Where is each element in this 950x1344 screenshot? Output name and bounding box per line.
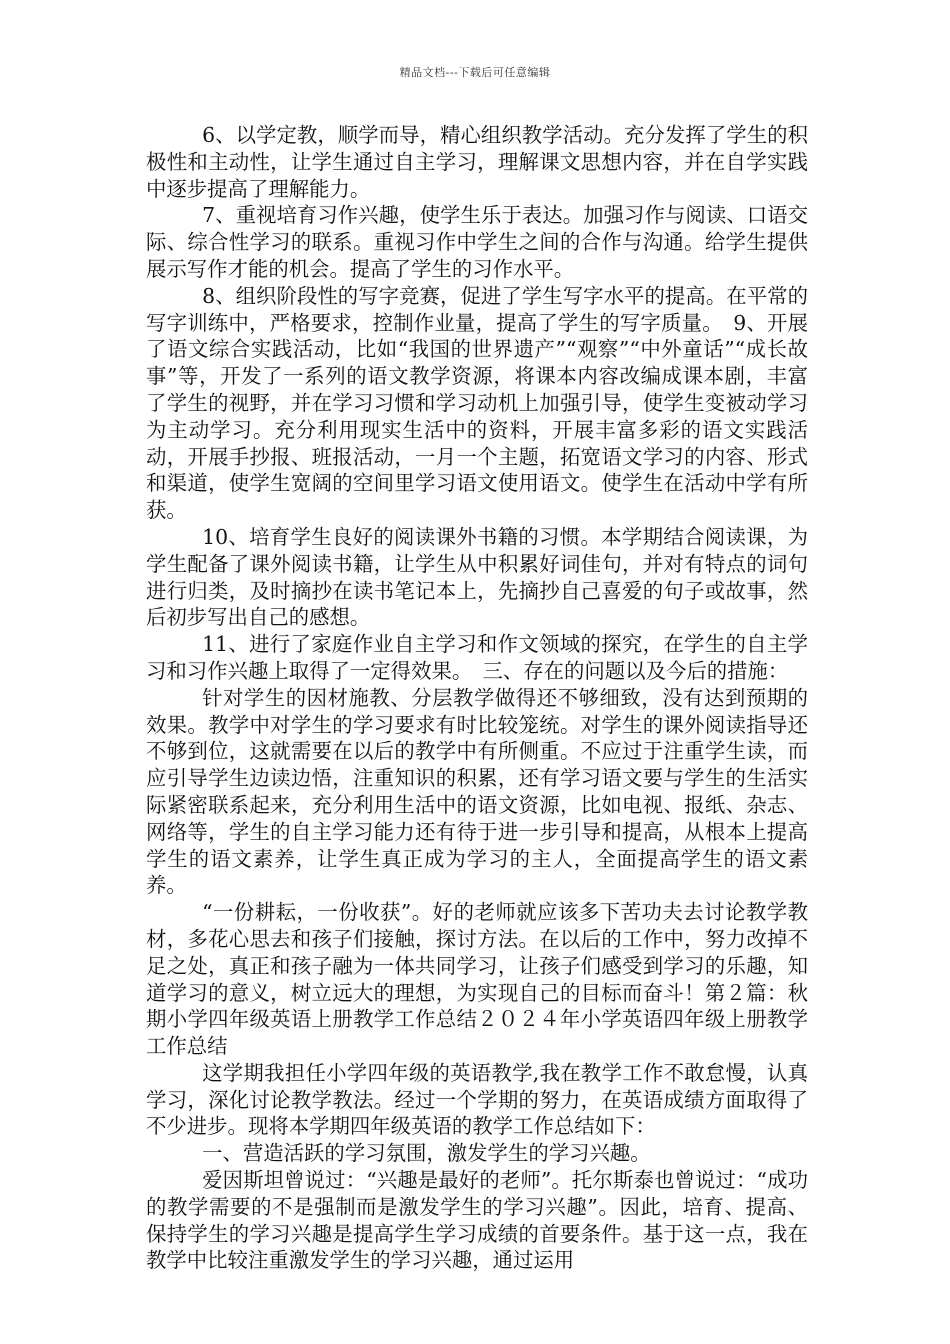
page-header: 精品文档---下载后可任意编辑 xyxy=(399,66,551,79)
paragraph-problems: 针对学生的因材施教、分层教学做得还不够细致，没有达到预期的效果。教学中对学生的学习要求有时比较笼统。对学生的课外阅读指导还不够到位，这就需要在以后的教学中有所侧重。不应过于注重学生读，而应引导学生边读边悟，注重知识的积累，还有学习语文要与学生的生活实际紧密联系起来，充分利用生活中的语文资源，比如电视、报纸、杂志、网络等，学生的自主学习能力还有待于进一步引导和提高，从根本上提高学生的语文素养，让学生真正成为学习的主人，全面提高学生的语文素养。 xyxy=(146,685,808,898)
paragraph-11: 11、进行了家庭作业自主学习和作文领域的探究，在学生的自主学习和习作兴趣上取得了一定得效果。 三、存在的问题以及今后的措施： xyxy=(146,632,808,683)
paragraph-10: 10、培育学生良好的阅读课外书籍的习惯。本学期结合阅读课，为学生配备了课外阅读书籍，让学生从中积累好词佳句，并对有特点的词句进行归类，及时摘抄在读书笔记本上，先摘抄自己喜爱的句子或故事，然后初步写出自己的感想。 xyxy=(146,524,808,630)
section-heading-1: 一、营造活跃的学习氛围，激发学生的学习兴趣。 xyxy=(202,1141,651,1166)
paragraph-english-intro: 这学期我担任小学四年级的英语教学,我在教学工作不敢怠慢，认真学习，深化讨论教学教法。经过一个学期的努力，在英语成绩方面取得了不少进步。现将本学期四年级英语的教学工作总结如下： xyxy=(146,1060,808,1139)
paragraph-8-9: 8、组织阶段性的写字竞赛，促进了学生写字水平的提高。在平常的写字训练中，严格要求，控制作业量，提高了学生的写字质量。 9、开展了语文综合实践活动，比如“我国的世界遗产”“观察”“中外童话”“成长故事”等，开发了一系列的语文教学资源，将课本内容改编成课本剧，丰富了学生的视野，并在学习习惯和学习动机上加强引导，使学生变被动学习为主动学习。充分利用现实生活中的资料，开展丰富多彩的语文实践活动，开展手抄报、班报活动，一月一个主题，拓宽语文学习的内容、形式和渠道，使学生宽阔的空间里学习语文使用语文。使学生在活动中学有所获。 xyxy=(146,283,808,523)
paragraph-conclusion: “一份耕耘，一份收获”。好的老师就应该多下苦功夫去讨论教学教材，多花心思去和孩子们接触，探讨方法。在以后的工作中，努力改掉不足之处，真正和孩子融为一体共同学习，让孩子们感受到学习的乐趣，知道学习的意义，树立远大的理想，为实现自己的目标而奋斗！第２篇：秋期小学四年级英语上册教学工作总结２０２４年小学英语四年级上册教学工作总结 xyxy=(146,900,808,1059)
document-body xyxy=(146,122,808,1274)
paragraph-6: 6、以学定教，顺学而导，精心组织教学活动。充分发挥了学生的积极性和主动性，让学生通过自主学习，理解课文思想内容，并在自学实践中逐步提高了理解能力。 xyxy=(146,123,808,201)
paragraph-7: 7、重视培育习作兴趣，使学生乐于表达。加强习作与阅读、口语交际、综合性学习的联系。重视习作中学生之间的合作与沟通。给学生提供展示写作才能的机会。提高了学生的习作水平。 xyxy=(146,203,808,281)
paragraph-interest: 爱因斯坦曾说过：“兴趣是最好的老师”。托尔斯泰也曾说过：“成功的教学需要的不是强制而是激发学生的学习兴趣”。因此，培育、提高、保持学生的学习兴趣是提高学生学习成绩的首要条件。基于这一点，我在教学中比较注重激发学生的学习兴趣，通过运用 xyxy=(146,1168,808,1273)
